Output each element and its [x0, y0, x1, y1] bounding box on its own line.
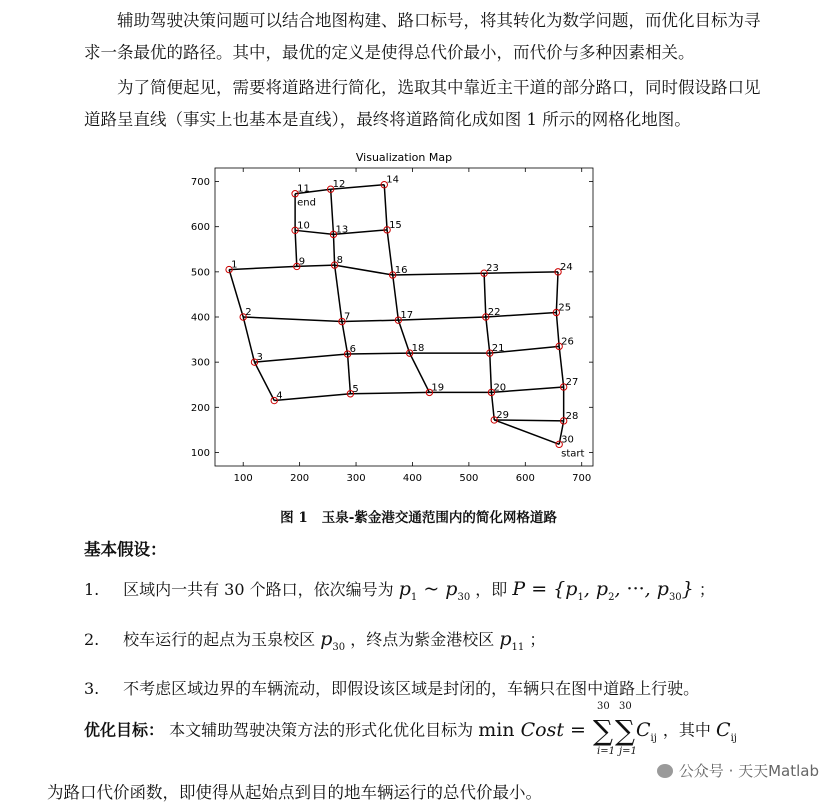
road-edge [350, 392, 429, 393]
node-label: 3 [256, 352, 263, 364]
node-label: 8 [336, 255, 343, 267]
assumption-1 [84, 577, 715, 603]
assumption-text: 区域内一共有 30 个路口，依次编号为 [123, 580, 394, 599]
math-objective: min Cost = 30 ∑ i=1 30 ∑ j=1 $C_{ij}$ [478, 701, 657, 757]
y-tick-label: 700 [190, 177, 210, 189]
assumption-number: 3. [84, 679, 100, 698]
y-tick-label: 500 [190, 267, 210, 279]
node-label: 27 [565, 376, 579, 388]
node-label: 7 [343, 311, 351, 323]
objective-where: ，其中 [662, 720, 711, 740]
node-label: 26 [561, 336, 574, 348]
node-label: 13 [335, 224, 349, 236]
math-p30: $p_{30}$ [320, 628, 346, 653]
road-edge [342, 320, 398, 321]
intro-paragraph-2: 为了简便起见，需要将道路进行简化，选取其中靠近主干道的部分路口，同时假设路口见道路呈直线（事实上也基本是直线），最终将道路简化成如图 1 所示的网格化地图。 [84, 78, 761, 129]
road-edge [335, 265, 393, 275]
assumption-text: 不考虑区域边界的车辆流动，即假设该区域是封闭的，车辆只在图中道路上行驶。 [123, 679, 700, 698]
x-tick-label: 300 [346, 473, 366, 484]
y-tick-label: 200 [190, 402, 210, 414]
annotation-end: end [297, 197, 316, 209]
y-tick-label: 600 [190, 222, 210, 234]
figure-caption-text: 玉泉-紫金港交通范围内的简化网格道路 [321, 510, 557, 526]
road-edge [229, 266, 297, 269]
node-label: 14 [386, 174, 399, 186]
node-label: 12 [332, 179, 346, 191]
assumption-text-end: ； [529, 630, 546, 649]
assumption-text-mid: ，即 [475, 580, 508, 599]
node-label: 25 [558, 302, 572, 314]
objective-text: 本文辅助驾驶决策方法的形式化优化目标为 [169, 720, 474, 740]
x-tick-label: 200 [290, 473, 310, 484]
road-edge [484, 273, 486, 317]
node-label: 30 [561, 434, 574, 446]
road-edge [387, 230, 393, 275]
node-label: 17 [400, 310, 414, 322]
node-label: 19 [431, 382, 445, 394]
assumption-2 [84, 627, 545, 653]
y-tick-label: 100 [190, 447, 210, 459]
x-tick-label: 400 [402, 473, 423, 484]
node-label: 11 [297, 183, 310, 195]
road-edge [229, 270, 243, 317]
road-edge [254, 362, 274, 400]
math-p11: $p_{11}$ [499, 628, 525, 653]
figure-caption [0, 506, 837, 526]
road-edge [333, 234, 334, 265]
road-edge [342, 322, 348, 355]
wechat-icon [657, 764, 673, 778]
road-edge [410, 353, 430, 392]
road-edge [398, 320, 409, 353]
node-label: 28 [565, 410, 579, 422]
node-label: 23 [486, 263, 499, 275]
watermark [657, 760, 819, 781]
assumption-text: 校车运行的起点为玉泉校区 [123, 630, 316, 649]
road-edge [274, 394, 350, 401]
road-edge [348, 354, 351, 394]
figure-caption-number: 图 1 [280, 510, 308, 526]
x-tick-label: 500 [459, 473, 479, 484]
node-label: 6 [349, 344, 356, 356]
sum-i: 30 ∑ i=1 [593, 701, 615, 757]
road-edge [559, 346, 564, 387]
chart-title: Visualization Map [355, 151, 453, 164]
node-label: 1 [231, 259, 238, 271]
watermark-text: 公众号 · 天天Matlab [678, 762, 819, 780]
node-label: 22 [487, 307, 501, 318]
assumption-text-end: ； [698, 580, 715, 599]
intro-paragraph-1: 辅助驾驶决策问题可以结合地图构建、路口标号，将其转化为数学问题，而优化目标为寻求一条最优的路径。其中，最优的定义是使得总代价最小，而代价与多种因素相关。 [84, 11, 761, 62]
assumption-number: 2. [84, 630, 100, 649]
assumption-number: 1. [84, 580, 100, 599]
network-chart [180, 146, 650, 484]
node-label: 4 [276, 390, 283, 402]
road-edge [384, 185, 387, 230]
road-edge [295, 230, 297, 266]
road-edge [490, 353, 492, 392]
road-edge [556, 312, 559, 346]
road-edge [335, 265, 342, 321]
road-edge [243, 317, 254, 362]
node-label: 5 [352, 383, 359, 395]
node-label: 2 [245, 307, 252, 318]
x-tick-label: 700 [572, 473, 592, 484]
road-edge [486, 317, 490, 353]
road-edge [393, 275, 399, 320]
x-tick-label: 100 [233, 473, 253, 484]
assumption-text-mid: ，终点为紫金港校区 [350, 630, 495, 649]
objective-label: 优化目标： [84, 720, 165, 740]
node-label: 20 [493, 382, 507, 394]
assumptions-heading: 基本假设： [84, 540, 167, 559]
road-edge [348, 353, 410, 354]
math-set-p: $P = \{p_1$, $p_2$, ···, $p_{30}$} [512, 578, 694, 603]
node-label: 10 [297, 220, 310, 232]
math-p-range: $p_1$ ~ $p_{30}$ [398, 578, 471, 603]
y-tick-label: 400 [190, 312, 210, 324]
math-cij: $C_{ij}$ [716, 718, 737, 744]
node-label: 18 [411, 343, 425, 355]
objective-line [84, 701, 737, 757]
node-label: 29 [496, 409, 510, 421]
node-label: 16 [394, 265, 408, 277]
node-label: 21 [491, 343, 505, 355]
road-edge [331, 189, 334, 234]
assumption-3 [84, 676, 699, 699]
road-edge [243, 317, 342, 322]
road-edge [254, 354, 347, 362]
x-tick-label: 600 [515, 473, 535, 484]
sum-j: 30 ∑ j=1 [615, 701, 637, 757]
node-label: 24 [560, 261, 573, 273]
visualization-map-figure [180, 146, 650, 484]
node-label: 15 [389, 219, 402, 231]
objective-continuation: 为路口代价函数，即使得从起始点到目的地车辆运行的总代价最小。 [47, 783, 542, 802]
road-edge [491, 392, 494, 420]
node-label: 9 [298, 256, 306, 268]
y-tick-label: 300 [190, 357, 210, 369]
road-edge [494, 420, 559, 444]
annotation-start: start [561, 448, 585, 460]
